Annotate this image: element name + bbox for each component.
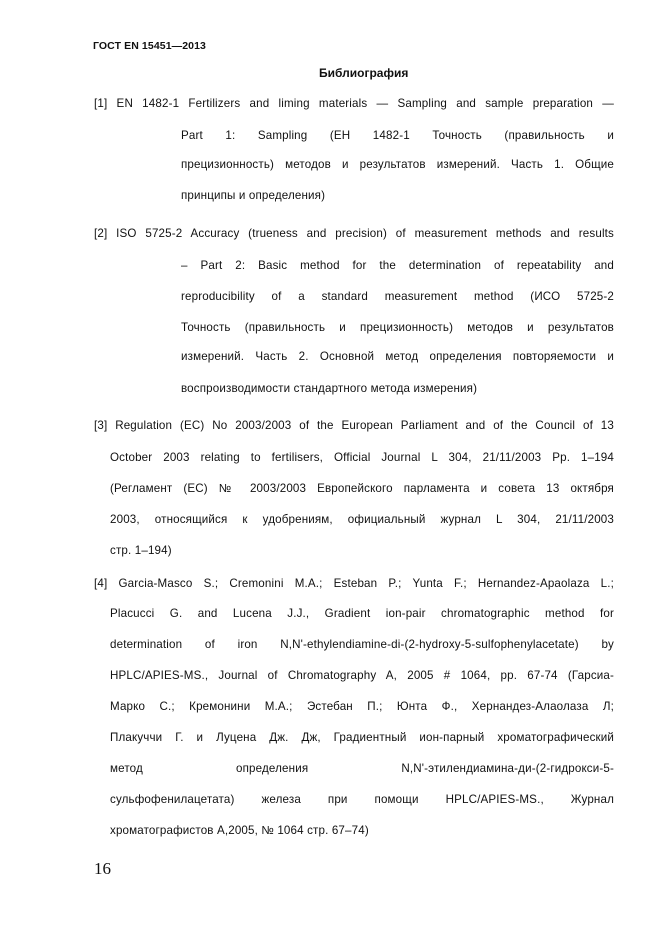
standard-code-header: ГОСТ EN 15451—2013 [93, 40, 206, 52]
reference-line: (Регламент (ЕС) № 2003/2003 Европейского парламента и совета 13 октября [110, 482, 614, 495]
reference-line: прецизионность) методов и результатов измерений. Часть 1. Общие [181, 158, 614, 171]
reference-line: Placucci G. and Lucena J.J., Gradient ion-pair chromatographic method for [110, 607, 614, 620]
reference-line: Марко С.; Кремонини М.А.; Эстебан П.; Юнта Ф., Хернандез-Алаолаза Л; [110, 700, 614, 713]
reference-line: reproducibility of a standard measurement method (ИСО 5725-2 [181, 290, 614, 303]
reference-line: [4] Garcia-Masco S.; Cremonini M.A.; Esteban P.; Yunta F.; Hernandez-Apaolaza L.; [94, 577, 614, 590]
reference-line: измерений. Часть 2. Основной метод определения повторяемости и [181, 350, 614, 363]
reference-line: HPLC/APIES-MS., Journal of Chromatography A, 2005 # 1064, pp. 67-74 (Гарсиа- [110, 669, 614, 682]
reference-line: Плакуччи Г. и Луцена Дж. Дж, Градиентный ион-парный хроматографический [110, 731, 614, 744]
page-number: 16 [94, 859, 111, 878]
reference-line: determination of iron N,N'-ethylendiamine-di-(2-hydroxy-5-sulfophenylacetate) by [110, 638, 614, 651]
reference-line: [2] ISO 5725-2 Accuracy (trueness and precision) of measurement methods and results [94, 227, 614, 240]
reference-line: сульфофенилацетата) железа при помощи HPLC/APIES-MS., Журнал [110, 793, 614, 806]
reference-line: 2003, относящийся к удобрениям, официальный журнал L 304, 21/11/2003 [110, 513, 614, 526]
reference-line: Точность (правильность и прецизионность) методов и результатов [181, 321, 614, 334]
reference-line: воспроизводимости стандартного метода измерения) [181, 382, 478, 395]
bibliography-title-text: Библиография [319, 66, 409, 80]
reference-line: метод определения N,N'-этилендиамина-ди-(2-гидрокси-5- [110, 762, 614, 775]
reference-line: – Part 2: Basic method for the determination of repeatability and [181, 259, 614, 272]
reference-line: стр. 1–194) [110, 544, 172, 557]
reference-line: Part 1: Sampling (EH 1482-1 Точность (правильность и [181, 129, 614, 142]
reference-line: хроматографистов А,2005, № 1064 стр. 67–74) [110, 824, 369, 837]
reference-line: [3] Regulation (EC) No 2003/2003 of the European Parliament and of the Council of 13 [94, 419, 614, 432]
reference-line: [1] EN 1482-1 Fertilizers and liming materials — Sampling and sample preparation — [94, 97, 614, 110]
reference-line: принципы и определения) [181, 189, 326, 202]
reference-line: October 2003 relating to fertilisers, Official Journal L 304, 21/11/2003 Pp. 1–194 [110, 451, 614, 464]
